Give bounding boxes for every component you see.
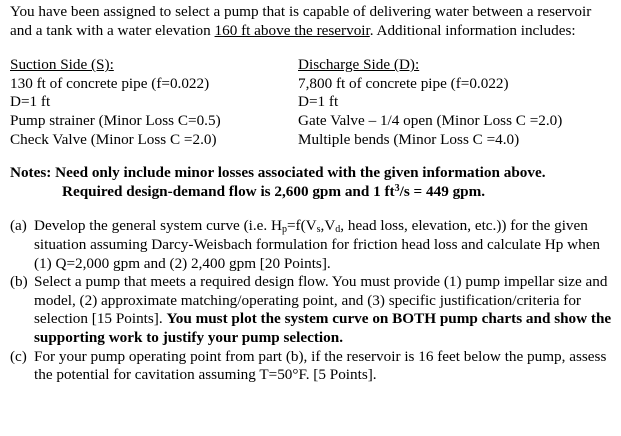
part-a xyxy=(10,217,616,273)
part-c xyxy=(10,348,616,385)
intro-paragraph xyxy=(10,3,616,40)
problem-document xyxy=(10,3,616,385)
suction-strainer: Pump strainer (Minor Loss C=0.5) xyxy=(10,111,221,129)
notes-line-2: Required design-demand flow is 2,600 gpm and 1 $ft^3/s = 449$ gpm. xyxy=(62,182,486,200)
suction-diameter: D=1 ft xyxy=(10,93,51,111)
discharge-diameter: D=1 ft xyxy=(298,93,339,111)
discharge-bends: Multiple bends (Minor Loss C =4.0) xyxy=(298,130,520,148)
part-a-label: (a) xyxy=(10,217,27,235)
discharge-pipe: 7,800 ft of concrete pipe (f=0.022) xyxy=(298,74,509,92)
suction-pipe: 130 ft of concrete pipe (f=0.022) xyxy=(10,74,210,92)
discharge-side-block xyxy=(298,56,608,149)
discharge-gate-valve: Gate Valve – 1/4 open (Minor Loss C =2.0) xyxy=(298,111,563,129)
suction-check-valve: Check Valve (Minor Loss C =2.0) xyxy=(10,130,217,148)
part-a-text: Develop the general system curve (i.e. $H_p=f(V_s,V_d$, head loss, elevation, etc.)) for the given situation assuming Darcy-Weisbach formulation for friction head loss and calculate Hp when (1) Q=2,000 gpm and (2) 2,400 gpm [20 Points]. xyxy=(34,217,601,272)
part-b xyxy=(10,273,616,347)
part-b-label: (b) xyxy=(10,273,28,291)
intro-text: You have been assigned to select a pump that is capable of delivering water between a reservoir and a tank with a water elevation xyxy=(10,3,592,39)
tank-elevation: 160 ft above the reservoir xyxy=(214,21,370,39)
part-c-text: For your pump operating point from part (b), if the reservoir is 16 feet below the pump, assess the potential for cavitation assuming T=50°F. [5 Points]. xyxy=(34,347,607,384)
intro-text-end: . Additional information includes: xyxy=(369,21,576,39)
notes-block xyxy=(10,164,616,201)
pipe-info-columns xyxy=(10,56,616,149)
notes-line-1: Notes: Need only include minor losses associated with the given information above. xyxy=(10,164,546,182)
part-b-text: Select a pump that meets a required design flow. You must provide (1) pump impellar size and model, (2) approximate matching/operating point, and (3) specific justification/criteria for selection [15 Points]. You must plot the system curve on BOTH pump charts and show the supporting work to justify your pump selection. xyxy=(34,273,612,346)
part-c-label: (c) xyxy=(10,347,27,365)
question-parts xyxy=(10,217,616,384)
discharge-heading: Discharge Side (D): xyxy=(298,56,420,74)
suction-side-block xyxy=(10,56,298,149)
suction-heading: Suction Side (S): xyxy=(10,56,114,74)
part-b-bold-instruction: You must plot the system curve on BOTH pump charts and show the supporting work to justify your pump selection. xyxy=(34,310,612,346)
